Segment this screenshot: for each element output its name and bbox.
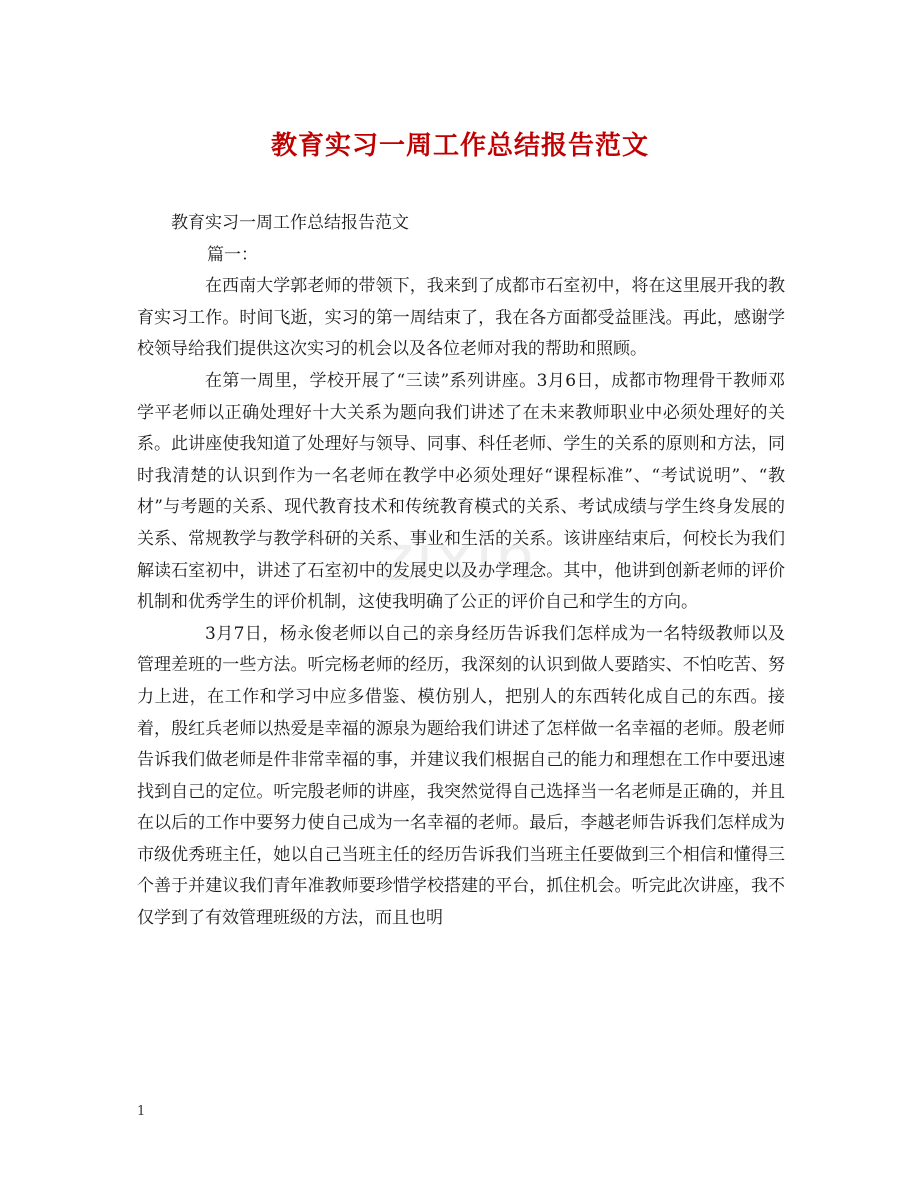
paragraph-1: 在西南大学郭老师的带领下，我来到了成都市石室初中，将在这里展开我的教育实习工作。时间飞逝，实习的第一周结束了，我在各方面都受益匪浅。再此，感谢学校领导给我们提供这次实习的机会以及各位老师对我的帮助和照顾。 [137,276,785,360]
document-body [137,208,785,935]
paragraph-3: 3月7日，杨永俊老师以自己的亲身经历告诉我们怎样成为一名特级教师以及管理差班的一些方法。听完杨老师的经历，我深刻的认识到做人要踏实、不怕吃苦、努力上进，在工作和学习中应多借鉴、模仿别人，把别人的东西转化成自己的东西。接着，殷红兵老师以热爱是幸福的源泉为题给我们讲述了怎样做一名幸福的老师。殷老师告诉我们做老师是件非常幸福的事，并建议我们根据自己的能力和理想在工作中要迅速找到自己的定位。听完殷老师的讲座，我突然觉得自己选择当一名老师是正确的，并且在以后的工作中要努力使自己成为一名幸福的老师。最后，李越老师告诉我们怎样成为市级优秀班主任，她以自己当班主任的经历告诉我们当班主任要做到三个相信和懂得三个善于并建议我们青年准教师要珍惜学校搭建的平台，抓住机会。听完此次讲座，我不仅学到了有效管理班级的方法，而且也明 [137,623,785,929]
page-number: 1 [137,1104,146,1119]
watermark: zixin [380,522,538,596]
section-label: 篇一： [207,244,258,265]
document-title: 教育实习一周工作总结报告范文 [270,131,649,161]
document-subtitle: 教育实习一周工作总结报告范文 [171,213,409,233]
paragraph-2: 在第一周里，学校开展了“三读”系列讲座。3月6日，成都市物理骨干教师邓学平老师以正确处理好十大关系为题向我们讲述了在未来教师职业中必须处理好的关系。此讲座使我知道了处理好与领导、同事、科任老师、学生的关系的原则和方法，同时我清楚的认识到作为一名老师在教学中必须处理好“课程标准”、“考试说明”、“教材”与考题的关系、现代教育技术和传统教育模式的关系、考试成绩与学生终身发展的关系、常规教学与教学科研的关系、事业和生活的关系。该讲座结束后，何校长为我们解读石室初中，讲述了石室初中的发展史以及办学理念。其中，他讲到创新老师的评价机制和优秀学生的评价机制，这使我明确了公正的评价自己和学生的方向。 [137,370,785,613]
